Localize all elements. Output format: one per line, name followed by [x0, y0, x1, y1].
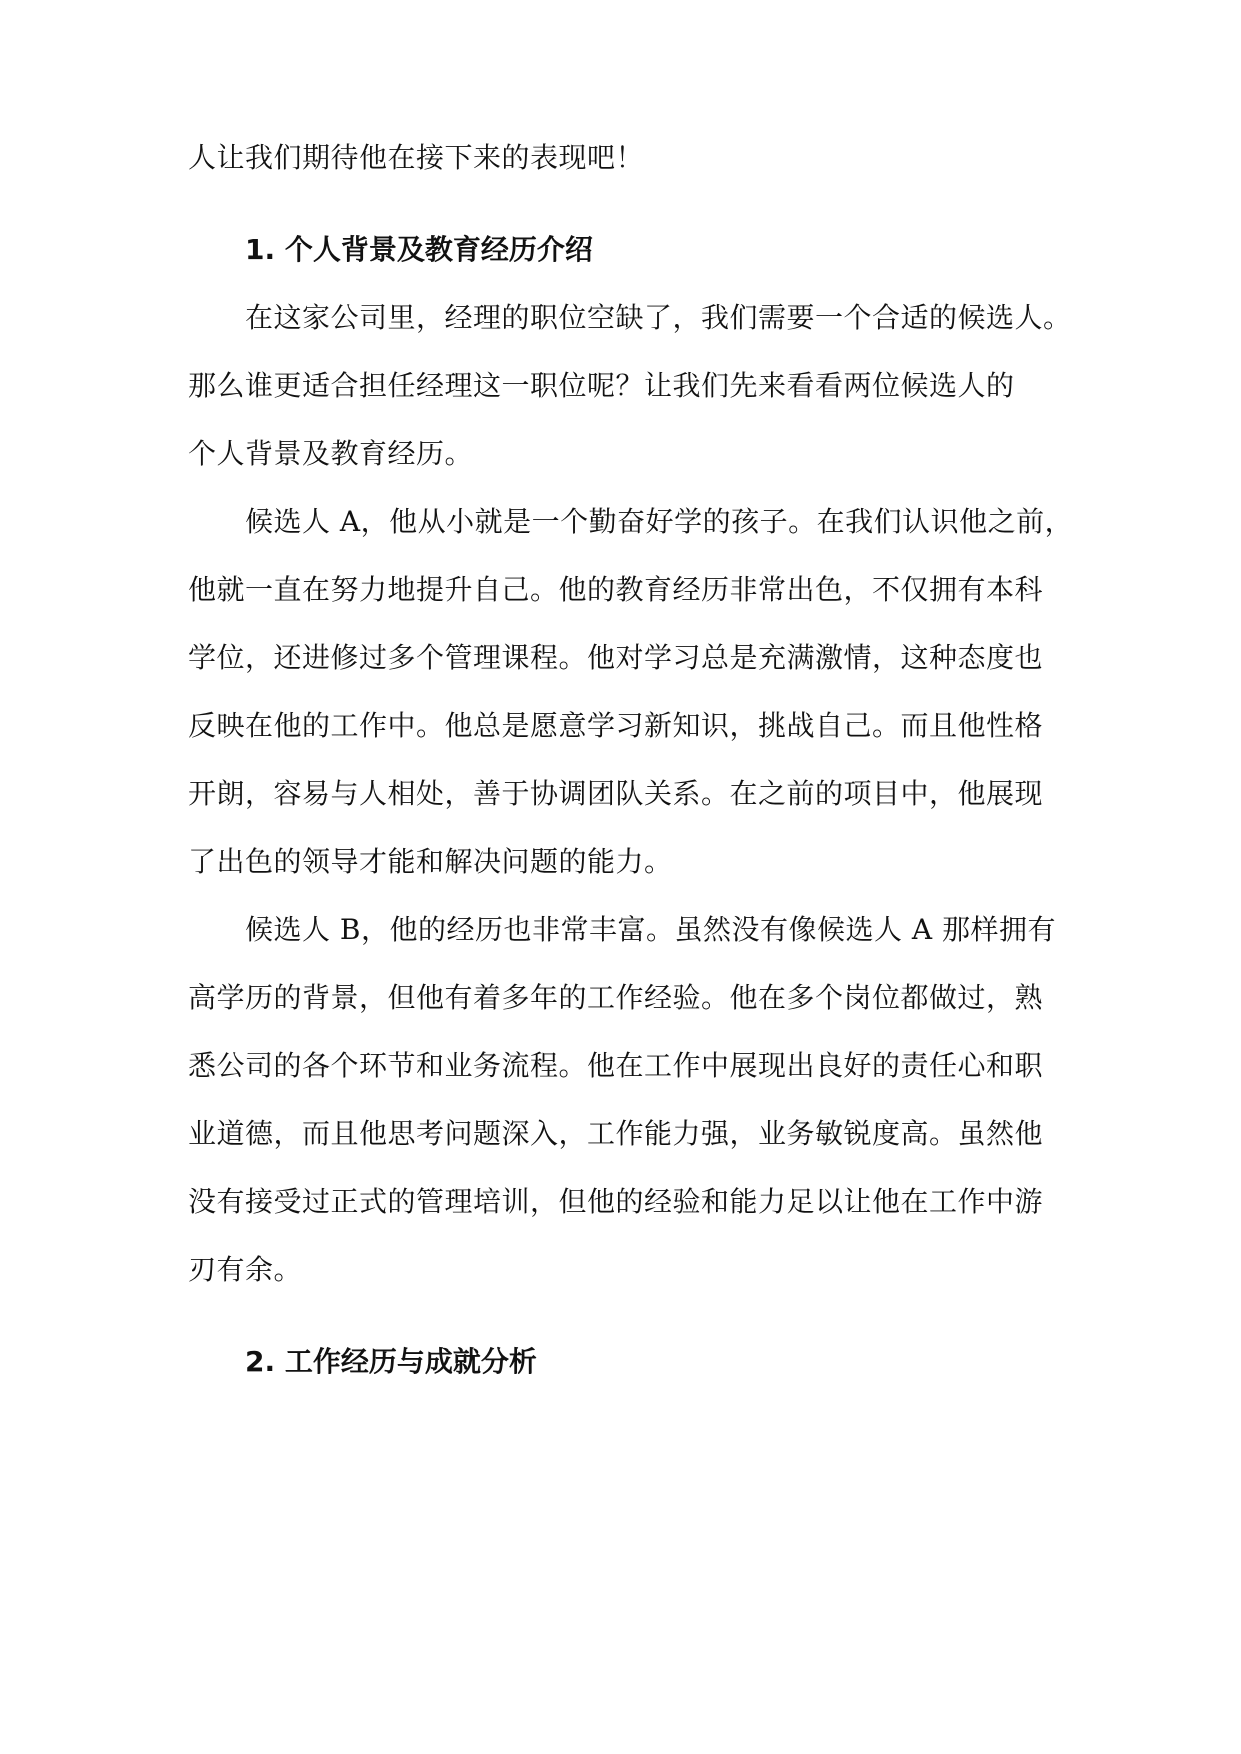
paragraph-line: 悉公司的各个环节和业务流程。他在工作中展现出良好的责任心和职	[188, 1049, 1044, 1082]
paragraph-line: 反映在他的工作中。他总是愿意学习新知识，挑战自己。而且他性格	[188, 709, 1044, 742]
section-heading-2: 2. 工作经历与成就分析	[245, 1345, 537, 1378]
paragraph-line: 业道德，而且他思考问题深入，工作能力强，业务敏锐度高。虽然他	[188, 1117, 1044, 1150]
paragraph-line: 了出色的领导才能和解决问题的能力。	[188, 845, 673, 878]
paragraph-line: 他就一直在努力地提升自己。他的教育经历非常出色，不仅拥有本科	[188, 573, 1044, 606]
paragraph-line: 那么谁更适合担任经理这一职位呢？让我们先来看看两位候选人的	[188, 369, 1015, 402]
paragraph-line: 没有接受过正式的管理培训，但他的经验和能力足以让他在工作中游	[188, 1185, 1044, 1218]
paragraph-line: 高学历的背景，但他有着多年的工作经验。他在多个岗位都做过，熟	[188, 981, 1044, 1014]
paragraph-line: 刃有余。	[188, 1253, 303, 1286]
section-heading-1: 1. 个人背景及教育经历介绍	[245, 233, 593, 266]
paragraph-line: 人让我们期待他在接下来的表现吧！	[188, 141, 645, 174]
paragraph-line: 学位，还进修过多个管理课程。他对学习总是充满激情，这种态度也	[188, 641, 1044, 674]
paragraph-line: 候选人 B，他的经历也非常丰富。虽然没有像候选人 A 那样拥有	[245, 913, 1057, 946]
paragraph-line: 开朗，容易与人相处，善于协调团队关系。在之前的项目中，他展现	[188, 777, 1044, 810]
paragraph-line: 个人背景及教育经历。	[188, 437, 474, 470]
paragraph-line: 在这家公司里，经理的职位空缺了，我们需要一个合适的候选人。	[245, 301, 1072, 334]
paragraph-line: 候选人 A，他从小就是一个勤奋好学的孩子。在我们认识他之前，	[245, 505, 1074, 538]
